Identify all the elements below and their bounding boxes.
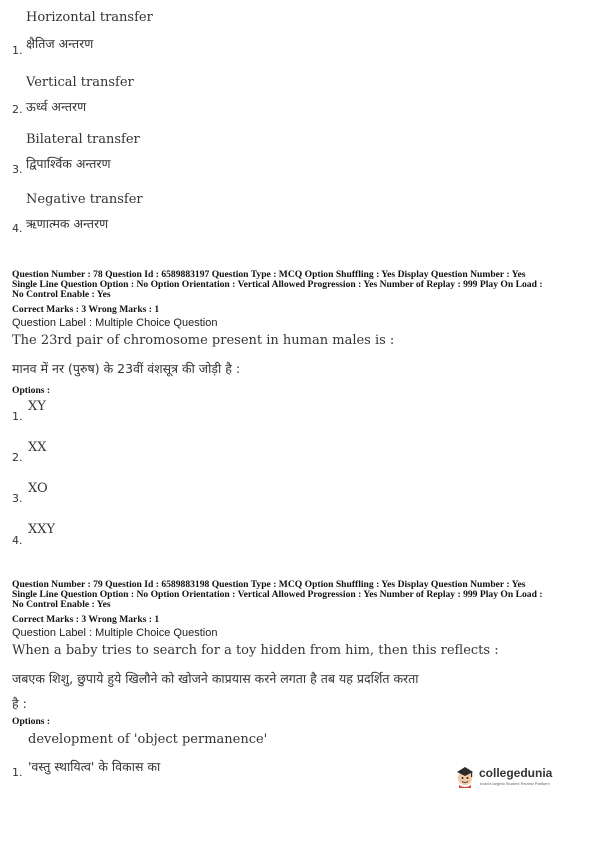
option-2-number: 2.	[12, 103, 23, 116]
q78-options-label: Options :	[12, 385, 51, 396]
q79-meta-line-2: Single Line Question Option : No Option Orientation : Vertical Allowed Progression : Yes Number of Replay : 999 Play On Load :	[12, 589, 543, 600]
q79-marks: Correct Marks : 3 Wrong Marks : 1	[12, 614, 160, 625]
option-2-english: Vertical transfer	[26, 75, 134, 90]
logo-tagline: India's largest Student Review Platform	[480, 781, 550, 786]
option-3-hindi: द्विपार्श्विक अन्तरण	[26, 156, 111, 171]
q79-question-label: Question Label : Multiple Choice Question	[12, 627, 218, 639]
q79-stem-hindi-line-2: है :	[12, 696, 27, 711]
q78-option-4-number: 4.	[12, 534, 23, 547]
option-1-hindi: क्षैतिज अन्तरण	[26, 36, 94, 51]
option-3-number: 3.	[12, 163, 23, 176]
option-2-hindi: ऊर्ध्व अन्तरण	[26, 99, 87, 114]
option-1-number: 1.	[12, 44, 23, 57]
q78-meta-line-1: Question Number : 78 Question Id : 6589883197 Question Type : MCQ Option Shuffling : Yes Display Question Number : Yes	[12, 269, 526, 280]
collegedunia-logo	[452, 762, 557, 790]
q78-meta-line-3: No Control Enable : Yes	[12, 289, 111, 300]
q79-stem-english: When a baby tries to search for a toy hidden from him, then this reflects :	[12, 643, 499, 658]
option-4-english: Negative transfer	[26, 192, 143, 207]
q78-stem-english: The 23rd pair of chromosome present in human males is :	[12, 333, 395, 348]
q78-option-1-number: 1.	[12, 410, 23, 423]
option-3-english: Bilateral transfer	[26, 132, 140, 147]
q78-option-3-text: XO	[28, 481, 48, 496]
q78-option-4-text: XXY	[28, 522, 56, 537]
option-4-hindi: ऋणात्मक अन्तरण	[26, 216, 109, 231]
q78-marks: Correct Marks : 3 Wrong Marks : 1	[12, 304, 160, 315]
q78-question-label: Question Label : Multiple Choice Question	[12, 317, 218, 329]
q78-option-1-text: XY	[28, 399, 46, 414]
option-1-english: Horizontal transfer	[26, 10, 153, 25]
mascot-icon	[452, 762, 478, 788]
q79-options-label: Options :	[12, 716, 51, 727]
q79-stem-hindi-line-1: जबएक शिशु, छुपाये हुये खिलौने को खोजने काप्रयास करने लगता है तब यह प्रदर्शित करता	[12, 671, 419, 686]
q78-meta-line-2: Single Line Question Option : No Option Orientation : Vertical Allowed Progression : Yes Number of Replay : 999 Play On Load :	[12, 279, 543, 290]
logo-name: collegedunia	[479, 766, 553, 780]
q79-option-1-hindi: 'वस्तु स्थायित्व' के विकास का	[28, 759, 161, 774]
q79-meta-line-1: Question Number : 79 Question Id : 6589883198 Question Type : MCQ Option Shuffling : Yes Display Question Number : Yes	[12, 579, 526, 590]
option-4-number: 4.	[12, 222, 23, 235]
q78-option-2-number: 2.	[12, 451, 23, 464]
q78-stem-hindi: मानव में नर (पुरुष) के 23वीं वंशसूत्र की जोड़ी है :	[12, 361, 241, 376]
q79-option-1-english: development of 'object permanence'	[28, 732, 268, 747]
q79-option-1-number: 1.	[12, 766, 23, 779]
q78-option-3-number: 3.	[12, 492, 23, 505]
q78-option-2-text: XX	[28, 440, 47, 455]
q79-meta-line-3: No Control Enable : Yes	[12, 599, 111, 610]
